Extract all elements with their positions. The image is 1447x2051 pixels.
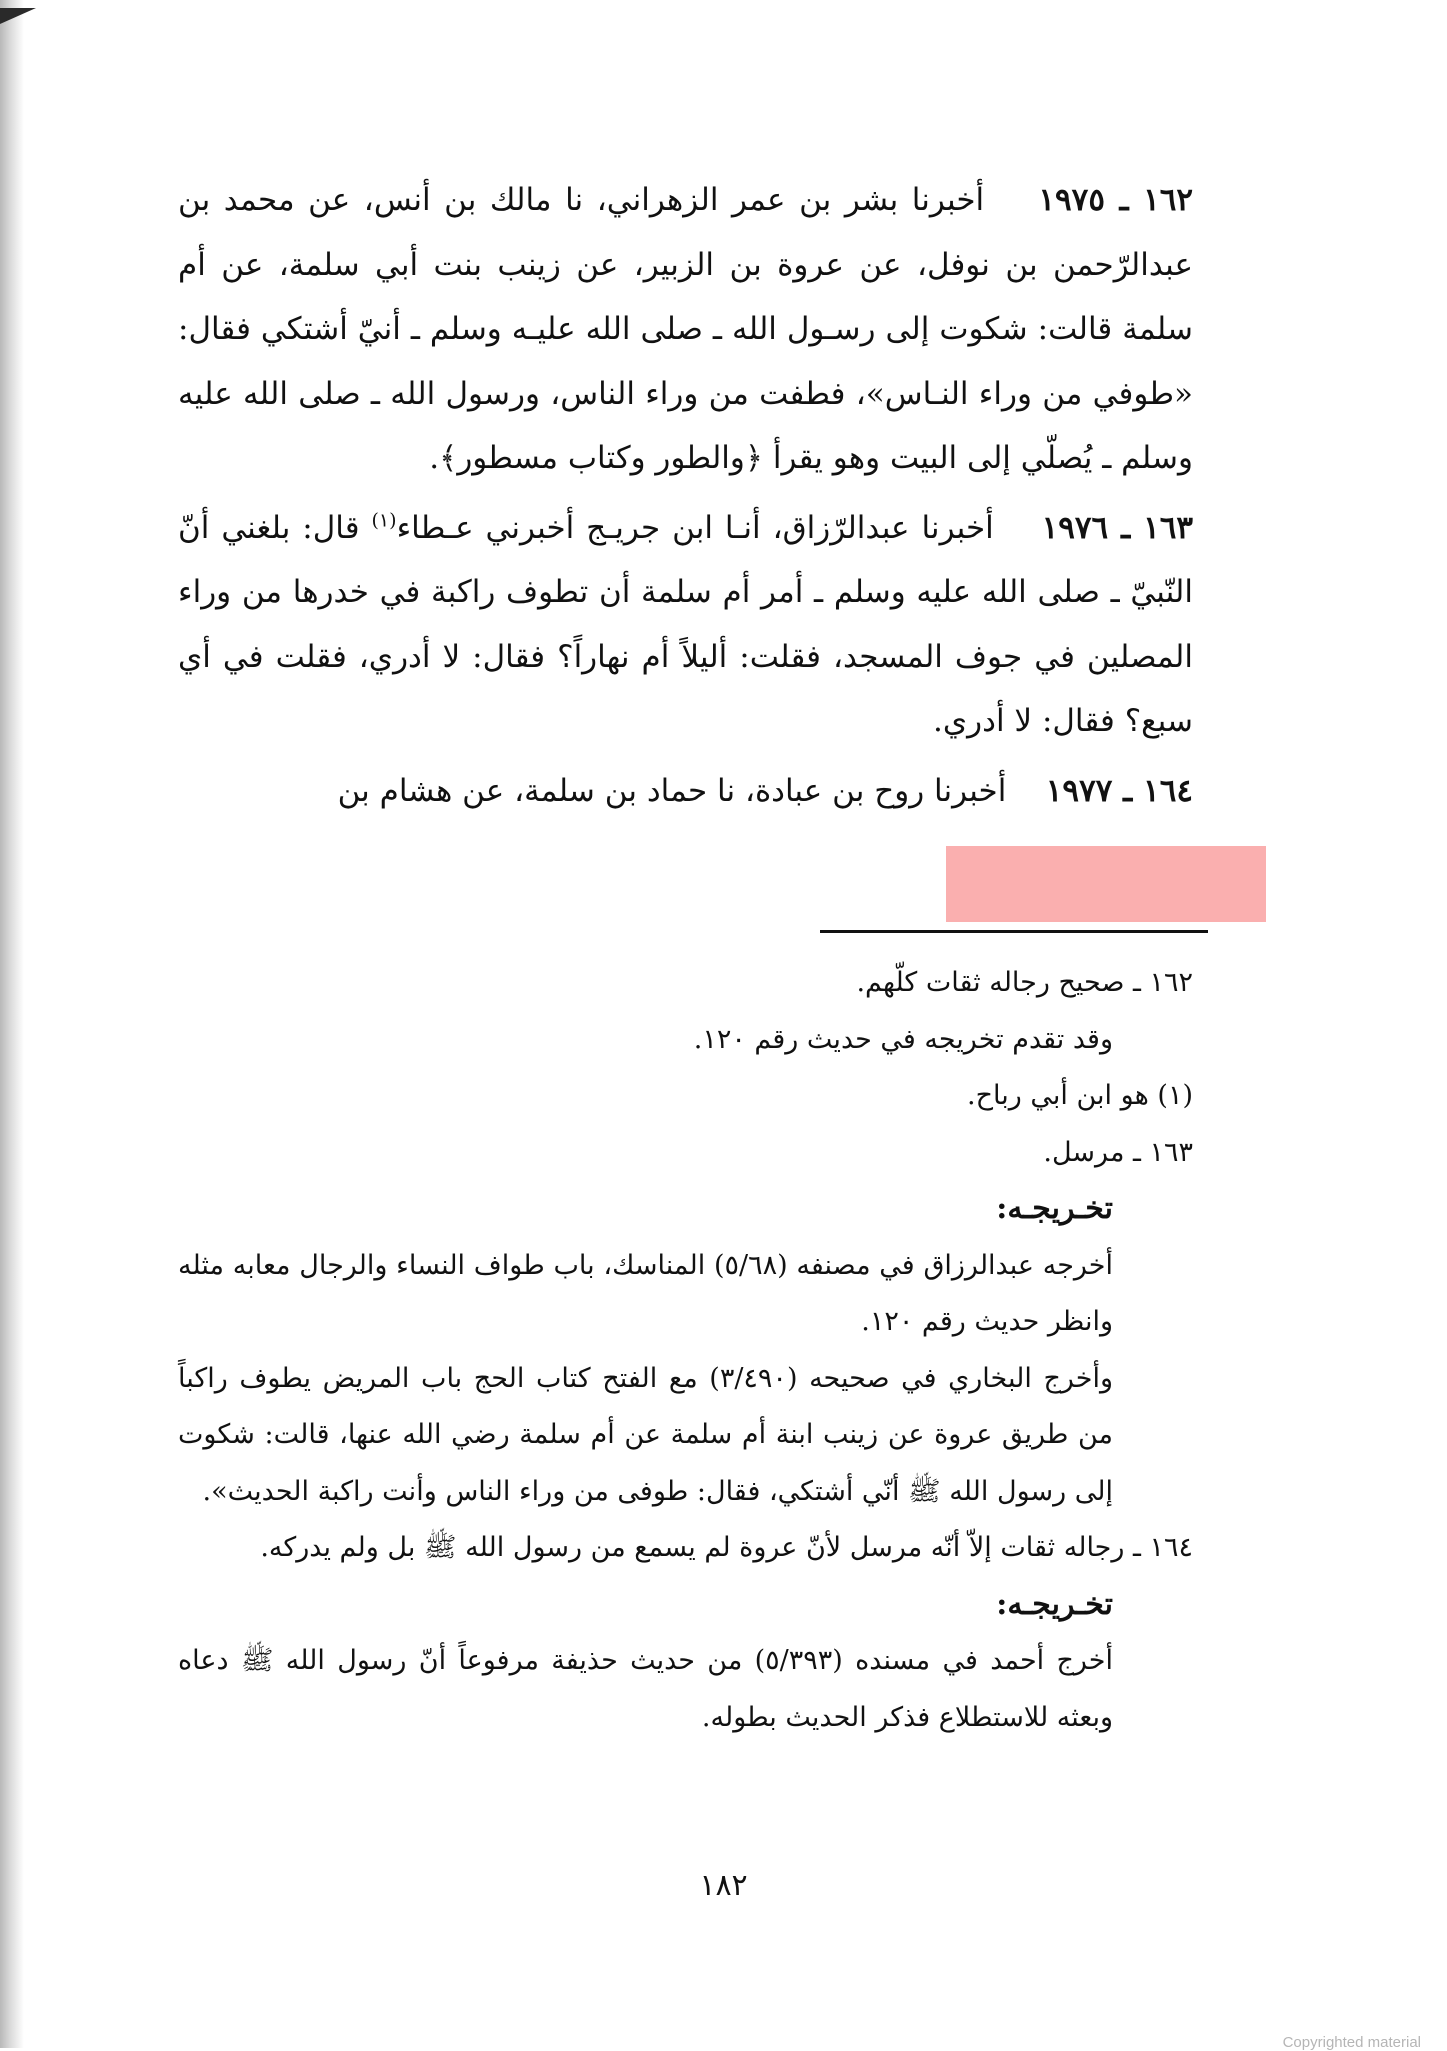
binding-corner [0,8,36,24]
hadith-162-number: ١٦٢ ـ ١٩٧٥ [1038,182,1194,218]
hadith-163 [178,496,1193,754]
hadith-163-text-a: أخبرنا عبدالرّزاق، أنـا ابن جريـج أخبرني عـطاء [396,509,994,546]
footnote-ref-1[interactable]: (١) [371,509,397,532]
hadith-163-text-b: قال: بلغني أنّ النّبيّ ـ صلى الله عليه وسلم ـ أمر أم سلمة أن تطوف راكبة في خدرها من وراء المصلين في جوف المسجد، فقلت: أليلاً أم نهاراً؟ فقال: لا أدري، فقلت في أي سبع؟ فقال: لا أدري. [178,509,1193,739]
takhrij-heading-1: تخـريجـه: [996,1191,1113,1226]
takhrij-1-para-2: وأخرج البخاري في صحيحه (٣/٤٩٠) مع الفتح كتاب الحج باب المريض يطوف راكباً من طريق عروة عن زينب ابنة أم سلمة عن أم سلمة رضي الله عنها، قالت: شكوت إلى رسول الله ﷺ أنّي أشتكي، فقال: طوفى من وراء الناس وأنت راكبة الحديث». [178,1362,1113,1507]
highlight-box [946,846,1266,922]
footnotes [178,955,1193,1746]
main-text [178,168,1193,828]
book-binding-shadow [0,0,24,2048]
hadith-163-number: ١٦٣ ـ ١٩٧٦ [1041,509,1194,546]
takhrij-2-para-1: أخرج أحمد في مسنده (٥/٣٩٣) من حديث حذيفة مرفوعاً أنّ رسول الله ﷺ دعاه وبعثه للاستطلاع فذكر الحديث بطوله. [178,1645,1113,1733]
takhrij-heading-2: تخـريجـه: [996,1586,1113,1622]
takhrij-1-para-1: أخرجه عبدالرزاق في مصنفه (٥/٦٨) المناسك، باب طواف النساء والرجال معابه مثله وانظر حديث رقم ١٢٠. [178,1249,1113,1337]
hadith-164 [178,759,1193,824]
page-number: ١٨٢ [699,1868,748,1903]
footnote-1: (١) هو ابن أبي رباح. [967,1080,1193,1111]
copyright-watermark: Copyrighted material [1282,2034,1421,2051]
note-163: ١٦٣ ـ مرسل. [1043,1136,1193,1168]
note-164: ١٦٤ ـ رجاله ثقات إلاّ أنّه مرسل لأنّ عروة لم يسمع من رسول الله ﷺ بل ولم يدركه. [260,1532,1193,1563]
note-162-ref: وقد تقدم تخريجه في حديث رقم ١٢٠. [693,1023,1113,1055]
hadith-164-text: أخبرنا روح بن عبادة، نا حماد بن سلمة، عن هشام بن [337,772,1007,809]
hadith-162-text: أخبرنا بشر بن عمر الزهراني، نا مالك بن أنس، عن محمد بن عبدالرّحمن بن نوفل، عن عروة بن الزبير، عن زينب بنت أبي سلمة، عن أم سلمة قالت: شكوت إلى رسـول الله ـ صلى الله عليـه وسلم ـ أنيّ أشتكي فقال: «طوفي من وراء النـاس»، فطفت من وراء الناس، ورسول الله ـ صلى الله عليه وسلم ـ يُصلّي إلى البيت وهو يقرأ ﴿والطور وكتاب مسطور﴾. [178,182,1193,476]
hadith-164-number: ١٦٤ ـ ١٩٧٧ [1045,772,1193,809]
note-162: ١٦٢ ـ صحيح رجاله ثقات كلّهم. [856,967,1193,998]
footnote-separator [820,930,1208,933]
hadith-162 [178,168,1193,491]
